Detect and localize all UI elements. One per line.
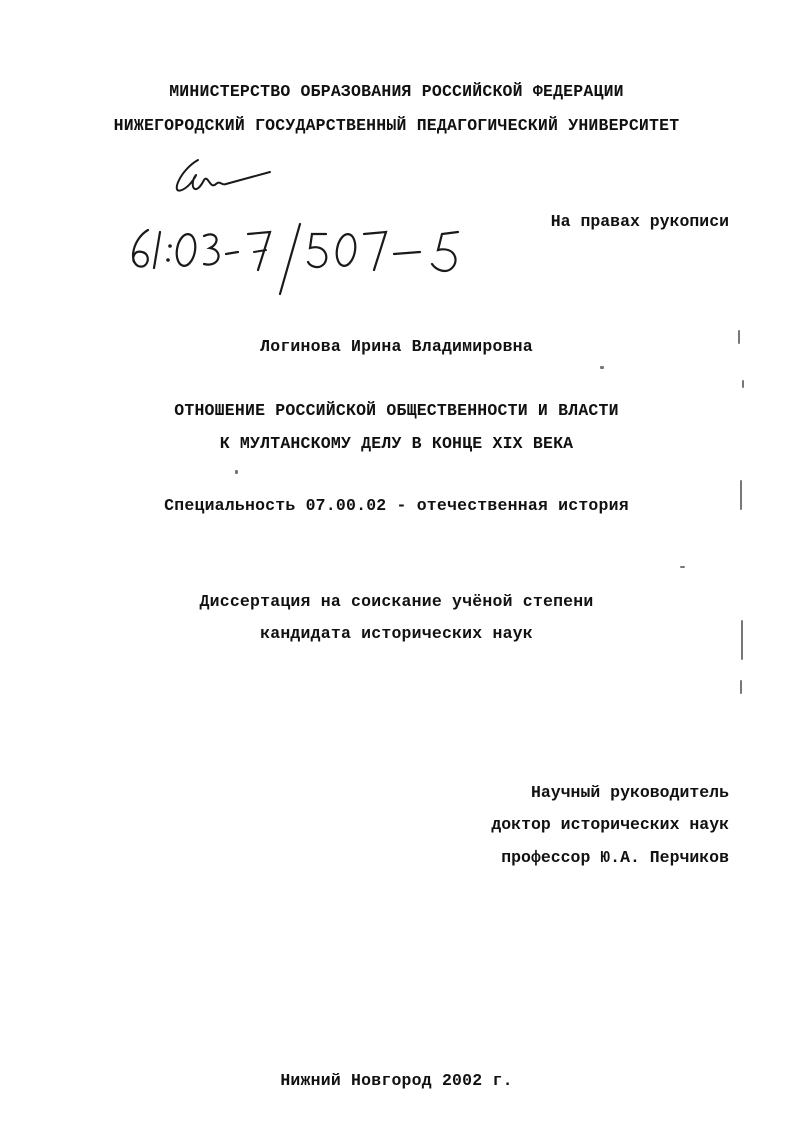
scan-speck [738, 330, 740, 344]
degree-line-1: Диссертация на соискание учёной степени [199, 592, 594, 611]
city-year: Нижний Новгород 2002 г. [280, 1071, 513, 1090]
ministry-heading: МИНИСТЕРСТВО ОБРАЗОВАНИЯ РОССИЙСКОЙ ФЕДЕРАЦИИ [169, 82, 624, 101]
rights-note: На правах рукописи [550, 212, 729, 231]
degree-line-2: кандидата исторических наук [260, 624, 533, 643]
author-name: Логинова Ирина Владимировна [260, 337, 533, 356]
handwritten-code-stamp [120, 150, 500, 310]
supervisor-degree: доктор исторических наук [491, 815, 729, 834]
scan-speck [235, 470, 238, 474]
dissertation-title-line-1: ОТНОШЕНИЕ РОССИЙСКОЙ ОБЩЕСТВЕННОСТИ И ВЛАСТИ [174, 401, 619, 420]
dissertation-title-line-2: К МУЛТАНСКОМУ ДЕЛУ В КОНЦЕ XIX ВЕКА [219, 434, 574, 453]
scan-speck [680, 566, 685, 568]
scan-speck [741, 620, 743, 660]
scan-speck [600, 366, 604, 369]
university-heading: НИЖЕГОРОДСКИЙ ГОСУДАРСТВЕННЫЙ ПЕДАГОГИЧЕСКИЙ УНИВЕРСИТЕТ [113, 116, 680, 135]
specialty-line: Специальность 07.00.02 - отечественная история [164, 496, 629, 515]
scan-speck [740, 480, 742, 510]
scan-speck [742, 380, 744, 388]
supervisor-name: профессор Ю.А. Перчиков [501, 848, 729, 867]
supervisor-role: Научный руководитель [530, 783, 729, 802]
scan-speck [740, 680, 742, 694]
